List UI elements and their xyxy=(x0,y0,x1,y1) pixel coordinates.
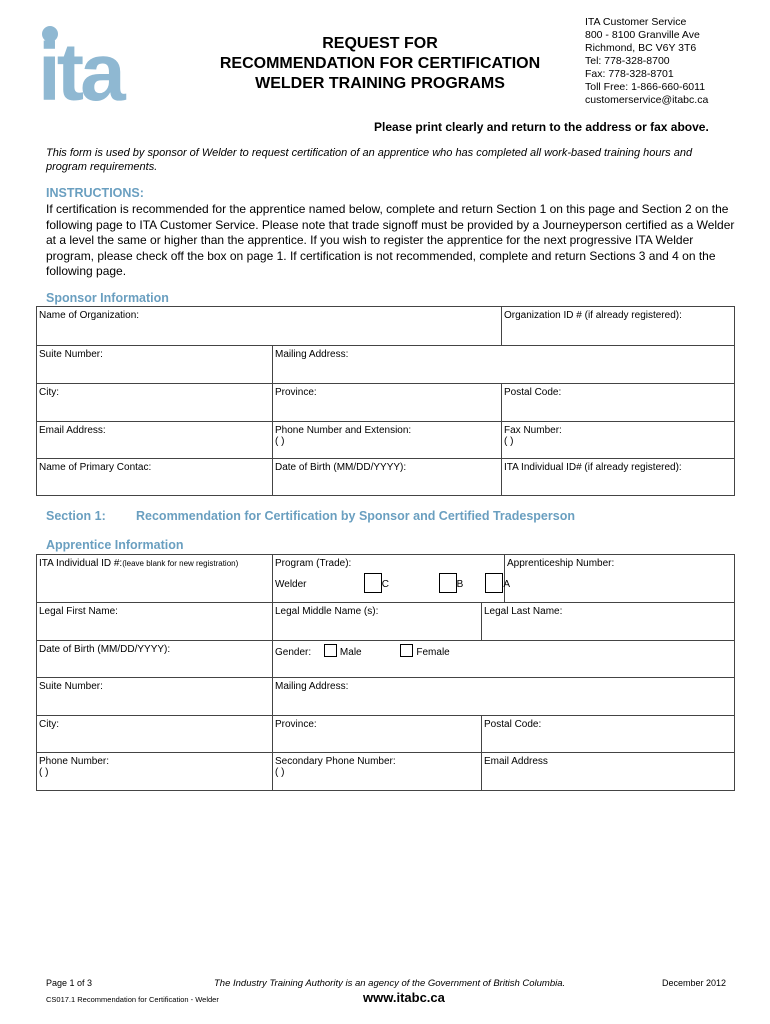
instructions-body: If certification is recommended for the apprentice named below, complete and return Section 1 on this page and Section 2 on the following page to ITA Customer Service. Please note that trade signoff must be provided by a Journeyperson certified as a Welder at a level the same or higher than the apprentice. If you wish to register the apprentice for the next progressive ITA Welder program, please check off the box on page 1. If certification is not recommended, complete and return Sections 3 and 4 on the following page. xyxy=(46,202,735,278)
sponsor-city-field[interactable] xyxy=(37,384,273,422)
sponsor-phone-label: Phone Number and Extension: xyxy=(275,425,412,436)
apprentice-middle-name-field[interactable] xyxy=(273,603,482,641)
sponsor-suite-field[interactable] xyxy=(37,346,273,384)
sponsor-email-label: Email Address: xyxy=(39,425,106,436)
sponsor-fax-label: Fax Number: xyxy=(504,425,562,436)
contact-block xyxy=(585,16,708,107)
contact-email: customerservice@itabc.ca xyxy=(585,94,709,106)
sponsor-postal-label: Postal Code: xyxy=(504,387,562,398)
ita-logo xyxy=(38,22,148,118)
footer-page: Page 1 of 3 xyxy=(46,978,93,988)
level-b-checkbox[interactable] xyxy=(439,573,457,593)
apprentice-phone2-paren: ( ) xyxy=(275,767,285,778)
apprentice-phone2-field[interactable] xyxy=(273,753,482,791)
title-line-1: REQUEST FOR xyxy=(322,35,438,52)
section-1-number: Section 1: xyxy=(46,509,106,523)
logo-text: ita xyxy=(38,27,122,118)
sponsor-org-id-field[interactable] xyxy=(502,307,735,346)
level-c-label: C xyxy=(381,579,390,590)
sponsor-city-label: City: xyxy=(39,387,59,398)
sponsor-email-field[interactable] xyxy=(37,422,273,459)
footer-website[interactable]: www.itabc.ca xyxy=(363,990,445,1005)
apprentice-province-field[interactable] xyxy=(273,716,482,753)
apprentice-phone2-label: Secondary Phone Number: xyxy=(275,756,396,767)
level-b-label: B xyxy=(456,579,464,590)
sponsor-dob-field[interactable] xyxy=(273,459,502,496)
sponsor-org-id-label: Organization ID # (if already registered): xyxy=(504,310,682,321)
apprentice-phone-label: Phone Number: xyxy=(39,756,110,767)
gender-label: Gender: xyxy=(275,647,312,658)
contact-fax: Fax: 778-328-8701 xyxy=(585,68,674,80)
footer-form-code: CS017.1 Recommendation for Certification - Welder xyxy=(46,995,219,1004)
female-label: Female xyxy=(416,647,450,658)
instructions-heading: INSTRUCTIONS: xyxy=(46,186,144,200)
apprentice-first-name-label: Legal First Name: xyxy=(39,606,118,617)
apprentice-middle-name-label: Legal Middle Name (s): xyxy=(275,606,379,617)
apprentice-last-name-field[interactable] xyxy=(482,603,735,641)
sponsor-phone-field[interactable] xyxy=(273,422,502,459)
level-a-checkbox[interactable] xyxy=(485,573,503,593)
apprentice-program-field xyxy=(273,555,511,603)
apprentice-mailing-field[interactable] xyxy=(273,678,735,716)
apprentice-last-name-label: Legal Last Name: xyxy=(484,606,563,617)
section-1-title: Recommendation for Certification by Sponsor and Certified Tradesperson xyxy=(136,509,575,523)
apprentice-dob-field[interactable] xyxy=(37,641,273,678)
apprentice-dob-label: Date of Birth (MM/DD/YYYY): xyxy=(39,644,171,655)
sponsor-contact-field[interactable] xyxy=(37,459,273,496)
apprentice-table xyxy=(36,554,735,791)
apprentice-postal-field[interactable] xyxy=(482,716,735,753)
apprentice-ita-id-label xyxy=(39,558,270,569)
sponsor-fax-field[interactable] xyxy=(502,422,735,459)
apprentice-ita-id-note: (leave blank for new registration) xyxy=(122,559,239,568)
male-label: Male xyxy=(339,647,362,658)
apprentice-number-field[interactable] xyxy=(505,555,735,603)
footer-date: December 2012 xyxy=(662,978,727,988)
apprentice-phone-paren: ( ) xyxy=(39,767,49,778)
apprentice-suite-field[interactable] xyxy=(37,678,273,716)
sponsor-contact-label: Name of Primary Contac: xyxy=(39,462,152,473)
female-checkbox[interactable] xyxy=(400,644,413,657)
welder-label: Welder xyxy=(275,579,307,590)
sponsor-mailing-field[interactable] xyxy=(273,346,735,384)
level-c-checkbox[interactable] xyxy=(364,573,382,593)
contact-address-2: Richmond, BC V6Y 3T6 xyxy=(585,42,697,54)
apprentice-ita-id-field[interactable] xyxy=(37,555,273,603)
apprentice-city-field[interactable] xyxy=(37,716,273,753)
sponsor-fax-paren: ( ) xyxy=(504,436,514,447)
apprentice-suite-label: Suite Number: xyxy=(39,681,103,692)
contact-name: ITA Customer Service xyxy=(585,16,687,28)
contact-tel: Tel: 778-328-8700 xyxy=(585,55,670,67)
apprentice-number-label: Apprenticeship Number: xyxy=(507,558,615,569)
apprentice-email-field[interactable] xyxy=(482,753,735,791)
sponsor-org-name-field[interactable] xyxy=(37,307,502,346)
sponsor-ita-id-field[interactable] xyxy=(502,459,735,496)
apprentice-email-label: Email Address xyxy=(484,756,548,767)
contact-address-1: 800 - 8100 Granville Ave xyxy=(585,29,700,41)
sponsor-postal-field[interactable] xyxy=(502,384,735,422)
form-title xyxy=(200,34,560,94)
apprentice-province-label: Province: xyxy=(275,719,317,730)
sponsor-dob-label: Date of Birth (MM/DD/YYYY): xyxy=(275,462,407,473)
apprentice-phone-field[interactable] xyxy=(37,753,273,791)
sponsor-phone-paren: ( ) xyxy=(275,436,285,447)
apprentice-program-label: Program (Trade): xyxy=(275,558,352,569)
welder-level-row xyxy=(275,573,511,593)
sponsor-ita-id-label: ITA Individual ID# (if already registered): xyxy=(504,462,682,473)
sponsor-org-name-label: Name of Organization: xyxy=(39,310,140,321)
sponsor-table xyxy=(36,306,735,496)
title-line-3: WELDER TRAINING PROGRAMS xyxy=(255,75,505,92)
apprentice-heading: Apprentice Information xyxy=(46,538,184,552)
contact-tollfree: Toll Free: 1-866-660-6011 xyxy=(585,81,706,93)
title-line-2: RECOMMENDATION FOR CERTIFICATION xyxy=(219,55,541,72)
sponsor-province-field[interactable] xyxy=(273,384,502,422)
intro-text: This form is used by sponsor of Welder to request certification of an apprentice who has completed all work-based training hours and program requirements. xyxy=(46,147,693,173)
apprentice-gender-field xyxy=(273,641,735,678)
sponsor-heading: Sponsor Information xyxy=(46,291,169,305)
apprentice-first-name-field[interactable] xyxy=(37,603,273,641)
sponsor-suite-label: Suite Number: xyxy=(39,349,103,360)
level-a-label: A xyxy=(503,579,511,590)
sponsor-mailing-label: Mailing Address: xyxy=(275,349,349,360)
male-checkbox[interactable] xyxy=(324,644,337,657)
apprentice-postal-label: Postal Code: xyxy=(484,719,542,730)
apprentice-mailing-label: Mailing Address: xyxy=(275,681,349,692)
print-note: Please print clearly and return to the address or fax above. xyxy=(374,120,709,134)
sponsor-province-label: Province: xyxy=(275,387,317,398)
footer-agency: The Industry Training Authority is an agency of the Government of British Columbia. xyxy=(214,978,566,989)
apprentice-ita-id-text: ITA Individual ID #: xyxy=(39,558,123,569)
apprentice-city-label: City: xyxy=(39,719,59,730)
